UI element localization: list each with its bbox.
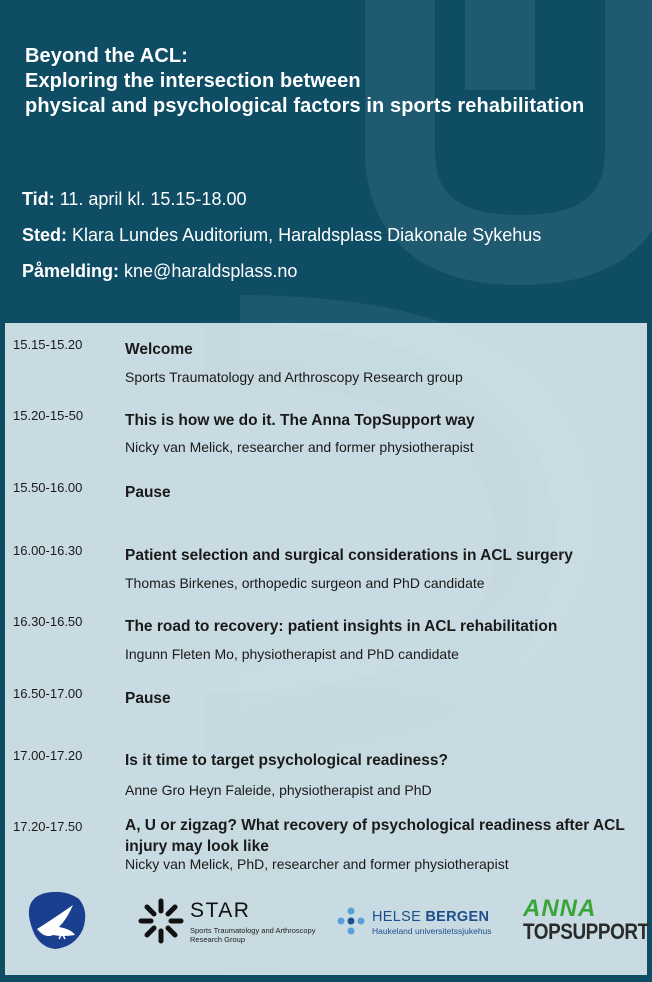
item-time: 16.50-17.00 bbox=[13, 686, 83, 701]
event-title bbox=[25, 44, 584, 119]
item-time: 16.30-16.50 bbox=[13, 614, 83, 629]
item-time: 15.20-15-50 bbox=[13, 408, 84, 423]
item-title: The road to recovery: patient insights in ACL rehabilitation bbox=[125, 618, 558, 635]
star-logo-subtitle: Sports Traumatology and Arthroscopy Research Group bbox=[190, 926, 316, 944]
helse-bergen-dots-icon bbox=[335, 905, 367, 937]
signup-label: Påmelding: bbox=[22, 261, 120, 281]
item-time: 16.00-16.30 bbox=[13, 543, 83, 558]
time-value: 11. april kl. 15.15-18.00 bbox=[59, 189, 247, 209]
info-place bbox=[22, 222, 541, 258]
item-time: 15.50-16.00 bbox=[13, 480, 83, 495]
item-title: Welcome bbox=[125, 341, 193, 358]
helse-bergen-subtitle: Haukeland universitetssjukehus bbox=[372, 926, 492, 936]
star-logo-icon bbox=[137, 897, 185, 945]
haraldsplass-bird-logo bbox=[23, 889, 89, 951]
item-time: 17.00-17.20 bbox=[13, 748, 83, 763]
item-title: Patient selection and surgical considerations in ACL surgery bbox=[125, 547, 573, 564]
item-speaker: Nicky van Melick, researcher and former physiotherapist bbox=[125, 439, 474, 455]
signup-email[interactable]: kne@haraldsplass.no bbox=[124, 261, 298, 281]
item-speaker: Anne Gro Heyn Faleide, physiotherapist and PhD bbox=[125, 782, 432, 798]
title-line-2: Exploring the intersection between bbox=[25, 70, 361, 92]
helse-bergen-name bbox=[372, 909, 489, 925]
item-title: A, U or zigzag? What recovery of psychological readiness after ACL injury may look like bbox=[125, 817, 625, 855]
item-title: Is it time to target psychological readiness? bbox=[125, 752, 449, 769]
title-line-1: Beyond the ACL: bbox=[25, 45, 188, 67]
item-speaker: Sports Traumatology and Arthroscopy Research group bbox=[125, 369, 463, 385]
helse-bergen-name-2: BERGEN bbox=[425, 909, 490, 925]
place-label: Sted: bbox=[22, 225, 67, 245]
anna-logo-word: ANNA bbox=[523, 895, 597, 922]
place-value: Klara Lundes Auditorium, Haraldsplass Diakonale Sykehus bbox=[72, 225, 542, 245]
item-time: 15.15-15.20 bbox=[13, 337, 83, 352]
info-signup bbox=[22, 258, 541, 294]
item-speaker: Ingunn Fleten Mo, physiotherapist and PhD candidate bbox=[125, 646, 459, 662]
item-title: Pause bbox=[125, 690, 171, 707]
title-line-3: physical and psychological factors in sports rehabilitation bbox=[25, 95, 585, 117]
event-info bbox=[22, 186, 541, 294]
item-title: Pause bbox=[125, 484, 171, 501]
info-time bbox=[22, 186, 541, 222]
item-speaker: Nicky van Melick, PhD, researcher and former physiotherapist bbox=[125, 856, 509, 872]
item-speaker: Thomas Birkenes, orthopedic surgeon and PhD candidate bbox=[125, 575, 485, 591]
program-panel bbox=[5, 323, 647, 975]
anna-logo-topsupport: TOPSUPPORT bbox=[523, 919, 649, 944]
star-logo-name: STAR bbox=[190, 899, 251, 922]
helse-bergen-name-1: HELSE bbox=[372, 909, 422, 925]
sponsor-logos bbox=[5, 883, 647, 975]
item-time: 17.20-17.50 bbox=[13, 819, 83, 834]
time-label: Tid: bbox=[22, 189, 55, 209]
item-title: This is how we do it. The Anna TopSupport way bbox=[125, 412, 475, 429]
